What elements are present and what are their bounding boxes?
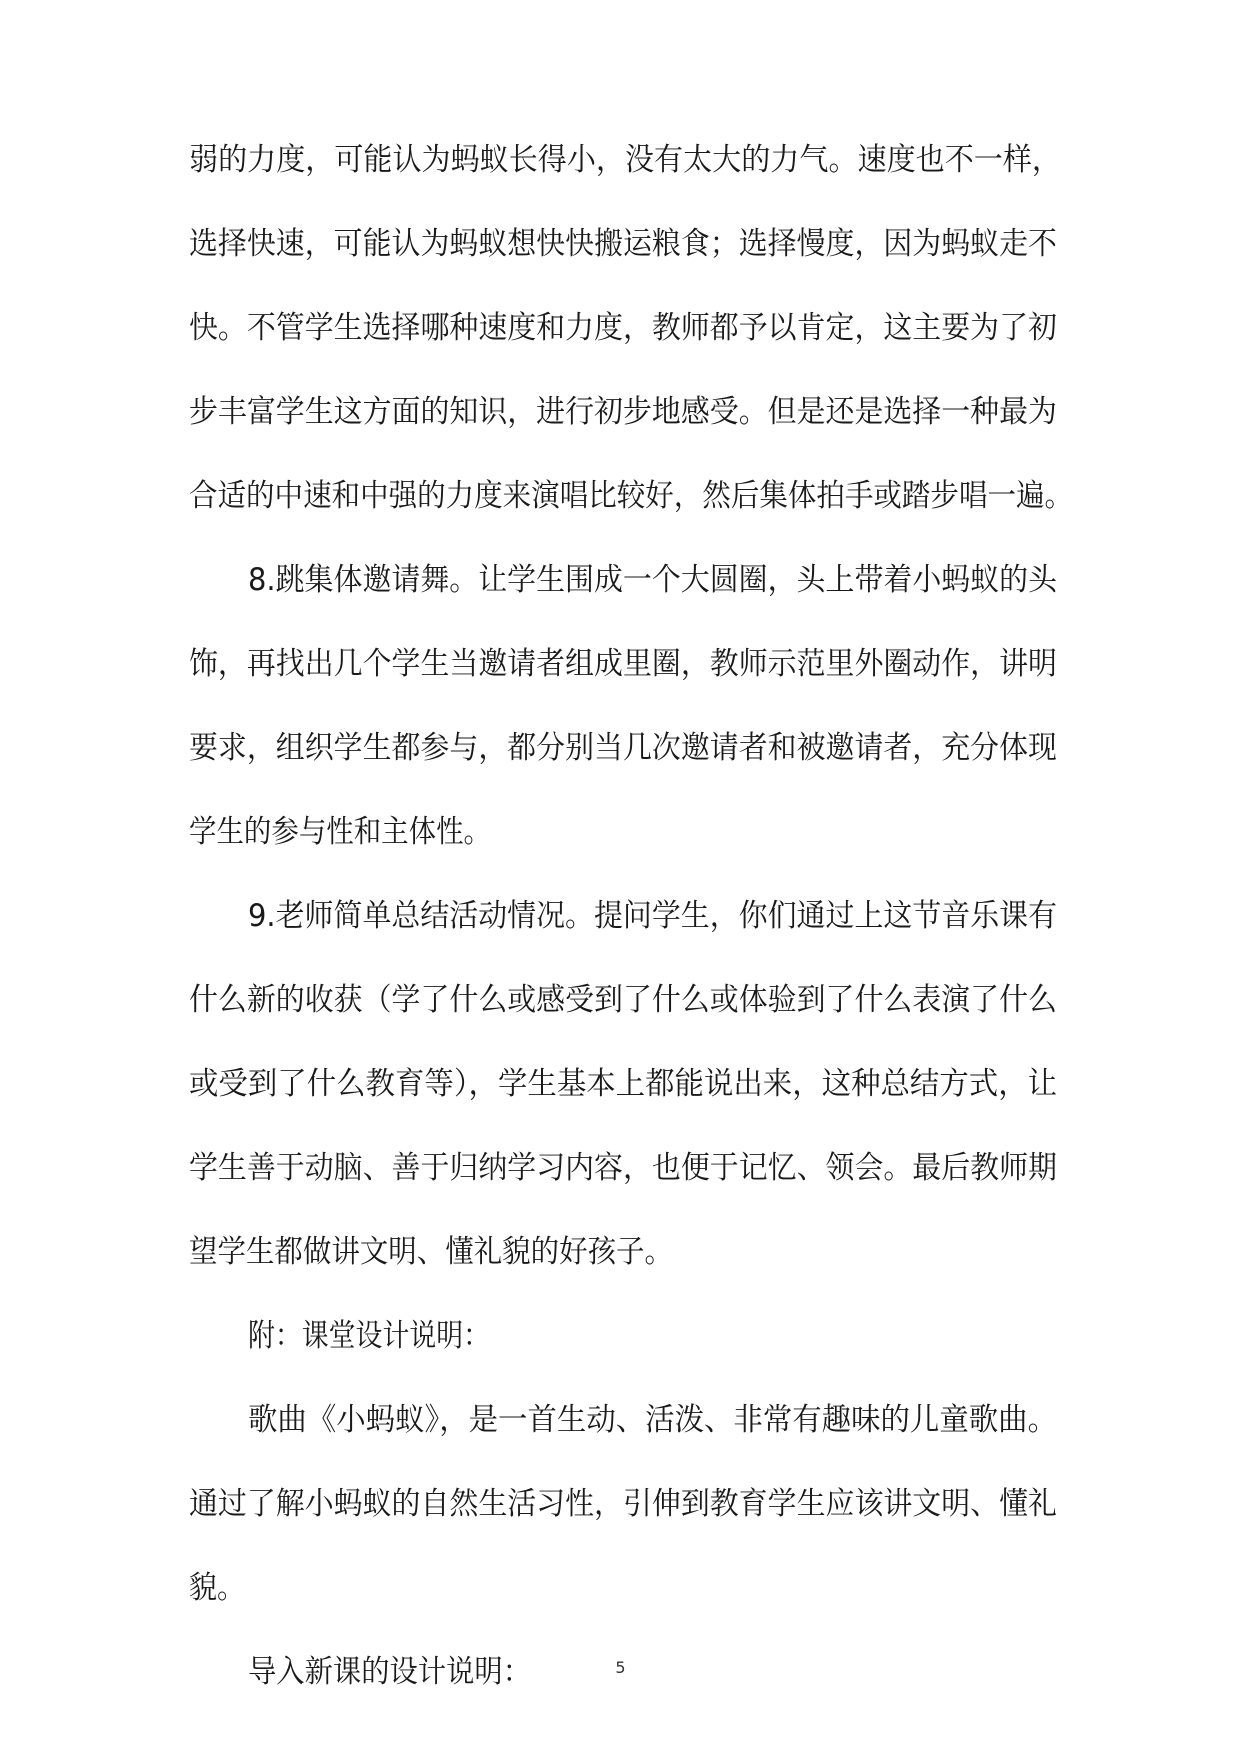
- line-text: 什么新的收获（学了什么或感受到了什么或体验到了什么表演了什么: [189, 982, 1057, 1018]
- line-text: 合适的中速和中强的力度来演唱比较好，然后集体拍手或踏步唱一遍。: [189, 478, 1074, 514]
- line-text: 饰，再找出几个学生当邀请者组成里圈，教师示范里外圈动作，讲明: [189, 646, 1057, 682]
- text-line: [0, 722, 1241, 774]
- text-line: [0, 1226, 1241, 1278]
- line-text: 学生的参与性和主体性。: [189, 814, 491, 850]
- text-line: [0, 638, 1241, 690]
- text-line: [0, 1142, 1241, 1194]
- page-number: 5: [615, 1658, 626, 1677]
- line-text: 歌曲《小蚂蚁》，是一首生动、活泼、非常有趣味的儿童歌曲。: [248, 1402, 1058, 1438]
- line-text: 9.老师简单总结活动情况。提问学生，你们通过上这节音乐课有: [248, 898, 1058, 934]
- text-line: [0, 302, 1241, 354]
- text-line: [0, 218, 1241, 270]
- text-line: [0, 386, 1241, 438]
- text-line: [0, 1394, 1241, 1446]
- line-text: 貌。: [189, 1570, 245, 1606]
- line-text: 要求，组织学生都参与，都分别当几次邀请者和被邀请者，充分体现: [189, 730, 1057, 766]
- text-line: [0, 1310, 1241, 1362]
- text-line: [0, 974, 1241, 1026]
- line-text: 步丰富学生这方面的知识，进行初步地感受。但是还是选择一种最为: [189, 394, 1057, 430]
- text-line: [0, 806, 1241, 858]
- text-line: [0, 890, 1241, 942]
- line-text: 望学生都做讲文明、懂礼貌的好孩子。: [189, 1234, 673, 1270]
- line-text: 弱的力度，可能认为蚂蚁长得小，没有太大的力气。速度也不一样，: [189, 142, 1061, 178]
- text-line: [0, 470, 1241, 522]
- line-text: 选择快速，可能认为蚂蚁想快快搬运粮食；选择慢度，因为蚂蚁走不: [189, 226, 1057, 262]
- line-text: 附：课堂设计说明：: [248, 1318, 491, 1354]
- text-line: [0, 1562, 1241, 1614]
- text-line: [0, 1058, 1241, 1110]
- text-line: [0, 1478, 1241, 1530]
- line-text: 或受到了什么教育等），学生基本上都能说出来，这种总结方式，让: [189, 1066, 1058, 1102]
- line-text: 8.跳集体邀请舞。让学生围成一个大圆圈，头上带着小蚂蚁的头: [248, 562, 1058, 598]
- line-text: 通过了解小蚂蚁的自然生活习性，引伸到教育学生应该讲文明、懂礼: [189, 1486, 1057, 1522]
- line-text: 导入新课的设计说明：: [248, 1654, 531, 1690]
- text-line: [0, 554, 1241, 606]
- line-text: 快。不管学生选择哪种速度和力度，教师都予以肯定，这主要为了初: [189, 310, 1057, 346]
- text-line: [0, 134, 1241, 186]
- line-text: 学生善于动脑、善于归纳学习内容，也便于记忆、领会。最后教师期: [189, 1150, 1057, 1186]
